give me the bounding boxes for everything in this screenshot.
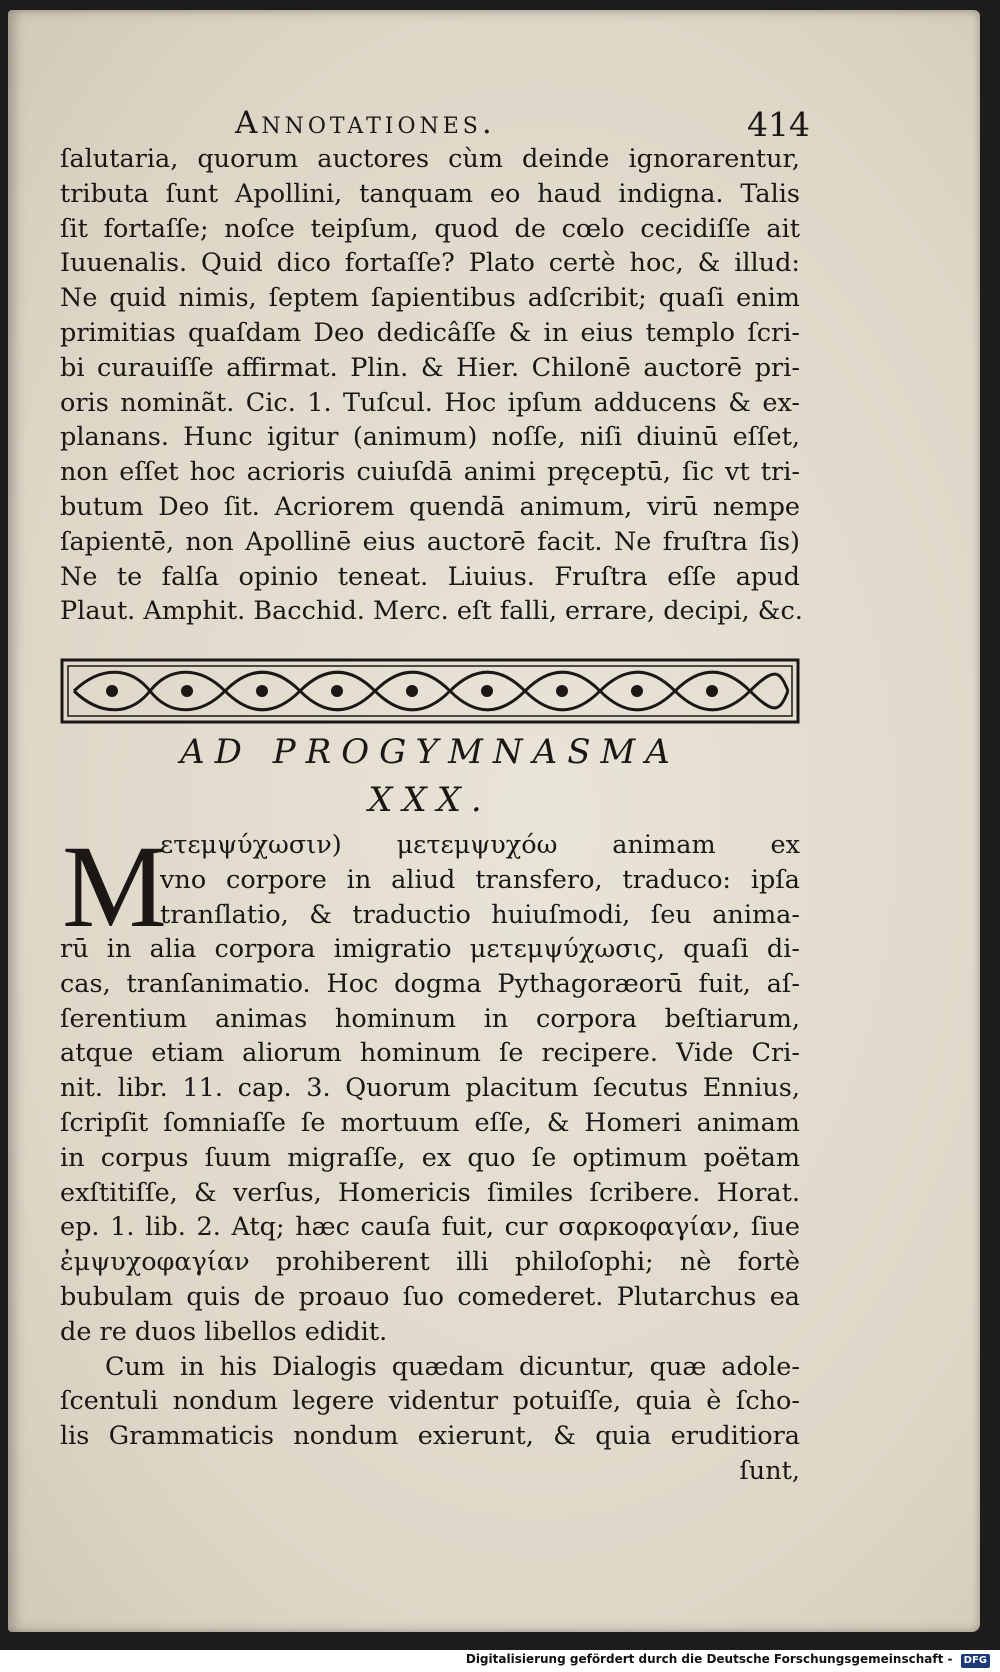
text-line: Plaut. Amphit. Bacchid. Merc. eſt falli, errare, decipi, &c.: [60, 596, 803, 627]
text-line: bubulam quis de proauo ſuo comederet. Plutarchus ea: [60, 1281, 800, 1312]
catchword: ſunt,: [739, 1455, 800, 1486]
text-line: ετεμψύχωσιν) μετεμψυχόω animam ex: [160, 830, 800, 860]
text-line: bi curauiſſe affirmat. Plin. & Hier. Chilonē auctorē pri-: [60, 352, 800, 383]
text-line: tributa ſunt Apollini, tanquam eo haud indigna. Talis: [60, 178, 800, 209]
text-line: lis Grammaticis nondum exierunt, & quia eruditiora: [60, 1421, 800, 1452]
section-heading-title: AD PROGYMNASMA: [180, 732, 680, 772]
text-line: vno corpore in aliud transfero, traduco: ipſa: [160, 864, 800, 895]
text-line: de re duos libellos edidit.: [60, 1316, 388, 1347]
text-line: ſcripſit ſomniaſſe ſe mortuum eſſe, & Homeri animam: [60, 1107, 800, 1138]
text-line: Cum in his Dialogis quædam dicuntur, quæ adole-: [105, 1351, 800, 1382]
text-line: ſerentium animas hominum in corpora beſtiarum,: [60, 1003, 800, 1034]
text-line: exſtitiſſe, & verſus, Homericis ſimiles ſcribere. Horat.: [60, 1177, 800, 1208]
running-title: Annotationes.: [235, 105, 496, 141]
text-line: planans. Hunc igitur (animum) noſſe, niſi diuinū eſſet,: [60, 422, 800, 453]
text-line: ep. 1. lib. 2. Atq; hæc cauſa fuit, cur σαρκοφαγίαν, ſiue: [60, 1212, 800, 1243]
text-line: Ne te falſa opinio teneat. Liuius. Fruſtra eſſe apud: [60, 561, 800, 592]
text-line: ſcentuli nondum legere videntur potuiſſe, quia è ſcho-: [60, 1386, 800, 1417]
page-number: 414: [747, 105, 810, 144]
text-line: Ne quid nimis, ſeptem ſapientibus adſcribit; quaſi enim: [60, 283, 800, 314]
credit-text: Digitalisierung gefördert durch die Deutsche Forschungsgemeinschaft -: [465, 1652, 953, 1666]
text-line: non eſſet hoc acrioris cuiuſdā animi pręceptū, ſic vt tri-: [60, 457, 800, 488]
text-line: atque etiam aliorum hominum ſe recipere. Vide Cri-: [60, 1038, 800, 1069]
dfg-logo: DFG: [961, 1654, 990, 1668]
drop-cap: M: [62, 821, 167, 952]
ornamental-headpiece: [60, 656, 800, 726]
digitization-credit: [466, 1652, 990, 1668]
text-line: in corpus ſuum migraſſe, ex quo ſe optimum poëtam: [60, 1142, 800, 1173]
body-text-block: [60, 932, 800, 1489]
annotation-text-block: [60, 142, 803, 629]
text-line: primitias quaſdam Deo dedicâſſe & in eius templo ſcri-: [60, 317, 800, 348]
text-line: oris nominãt. Cic. 1. Tuſcul. Hoc ipſum adducens & ex-: [60, 387, 800, 418]
text-line: ſalutaria, quorum auctores cùm deinde ignorarentur,: [60, 144, 800, 174]
section-heading: [60, 728, 800, 824]
dropcap-text-block: [160, 828, 800, 932]
text-line: cas, tranſanimatio. Hoc dogma Pythagoræorū fuit, aſ-: [60, 968, 800, 999]
text-line: tranſlatio, & traductio huiuſmodi, ſeu anima-: [160, 899, 800, 930]
section-heading-number: XXX.: [368, 780, 492, 820]
text-line: butum Deo ſit. Acriorem quendā animum, virū nempe: [60, 491, 800, 522]
text-line: ſit fortaſſe; noſce teipſum, quod de cœlo cecidiſſe ait: [60, 213, 800, 244]
text-line: ἐμψυχοφαγίαν prohiberent illi philoſophi; nè fortè: [60, 1247, 800, 1278]
text-line: nit. libr. 11. cap. 3. Quorum placitum ſecutus Ennius,: [60, 1073, 800, 1104]
text-line: rū in alia corpora imigratio μετεμψύχωσις, quaſi di-: [60, 934, 800, 964]
text-line: ſapientē, non Apollinē eius auctorē facit. Ne fruſtra ſis): [60, 526, 800, 557]
text-line: Iuuenalis. Quid dico fortaſſe? Plato certè hoc, & illud:: [60, 248, 800, 279]
